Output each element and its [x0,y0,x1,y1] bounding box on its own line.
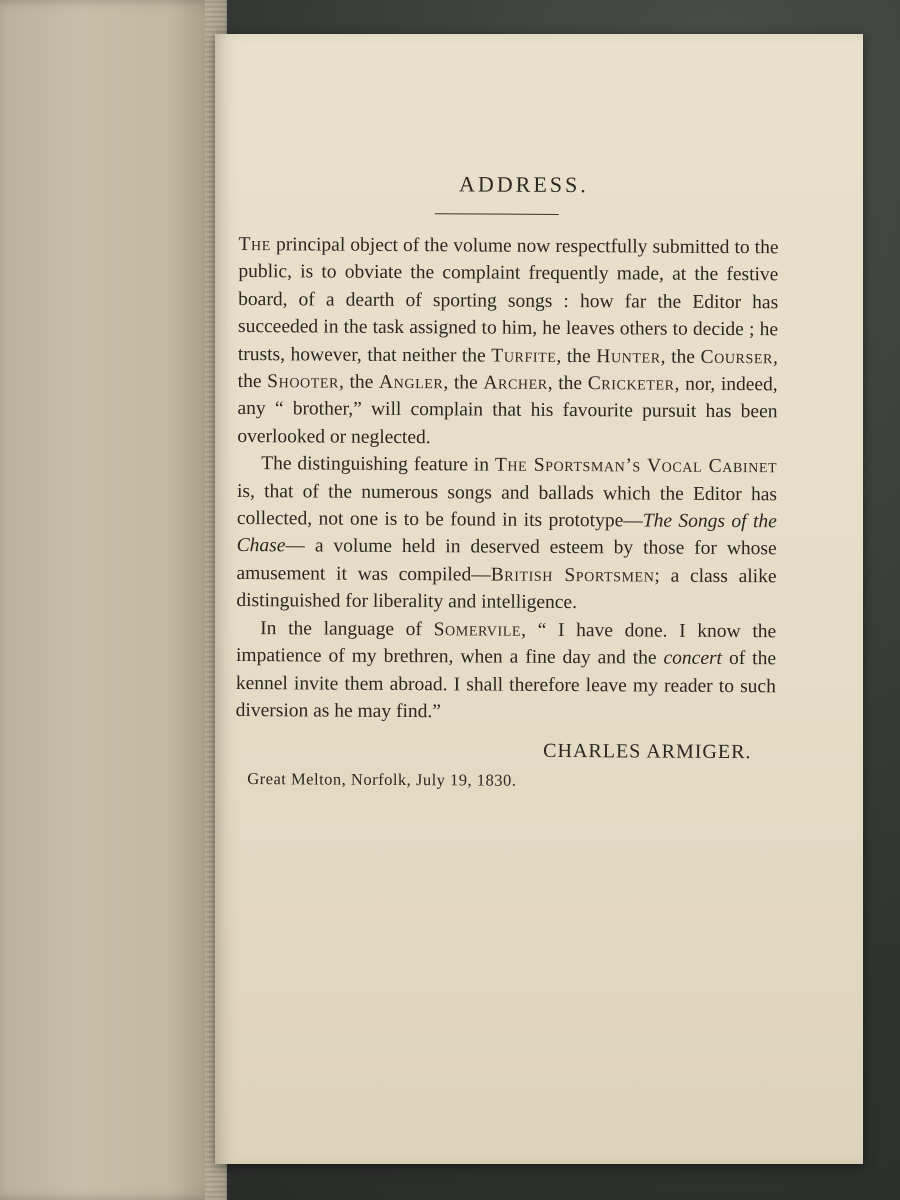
left-page [0,0,225,1200]
paragraph3-run: concert [663,647,723,670]
place-and-date: Great Melton, Norfolk, July 19, 1830. [247,769,517,791]
paragraph3-run: of the kennel invite them abroad. I shall therefore leave my reader to such diversion as he may find.” [235,648,777,723]
paragraph1-run: Courser [700,346,774,368]
paragraph2-run: is, that of the numerous songs and ballads which the Editor has collected, not one is to be found in its prototype— [236,480,778,532]
paragraph3-run: In the language of [260,617,434,640]
paragraph1-run: Hunter [596,345,661,368]
paragraph1-run: , the [237,346,778,393]
signature: CHARLES ARMIGER. [543,740,752,764]
paragraph2-run: The Songs of the Chase [236,510,777,557]
paragraph1-run: Cricketer [587,373,675,395]
page-text-block [235,170,779,793]
paragraph1-run: , the [547,372,588,395]
paragraph1-run: Archer [483,372,548,394]
paragraph3-run: , “ I have done. I know the impatience of my brethren, when a fine day and the [235,619,777,669]
paragraph1-run: , the [443,372,484,394]
heading-rule [435,213,559,215]
paragraph2-run: The distinguishing feature in [261,453,495,476]
paragraph-2 [236,450,777,618]
paragraph-1 [237,231,778,454]
paragraph1-run: principal object of the volume now respectfully submitted to the public, is to obviate the complaint frequently made, at the festive board, of a dearth of sporting songs : how far the Editor has succeeded in the task assigned to him, he leaves others to decide ; he trusts, however, that neither the [237,234,779,367]
paragraph1-run: Turfite [491,345,557,367]
paragraph1-run: Shooter [267,371,340,393]
paragraph-3 [236,615,777,728]
paragraph2-run: British Sportsmen [490,564,655,587]
paragraph2-run: The Sportsman’s Vocal Cabinet [494,454,778,478]
paragraph1-run: Angler [378,371,444,394]
paragraph2-run: ; a class alike distinguished for liberality and intelligence. [236,565,777,614]
paragraph1-run: , the [556,345,597,367]
paragraph1-run: The [238,233,271,256]
paragraph1-run: , the [660,346,701,368]
paragraph1-run: , nor, indeed, any “ brother,” will complain that his favourite pursuit has been overlooked or neglected. [237,373,778,449]
paragraph2-run: — a volume held in deserved esteem by those for whose amusement it was compiled— [236,535,777,586]
paragraph1-run: , the [338,371,380,393]
page-heading: ADDRESS. [458,171,589,198]
book-page [215,34,863,1164]
paragraph3-run: Somervile [433,618,522,641]
